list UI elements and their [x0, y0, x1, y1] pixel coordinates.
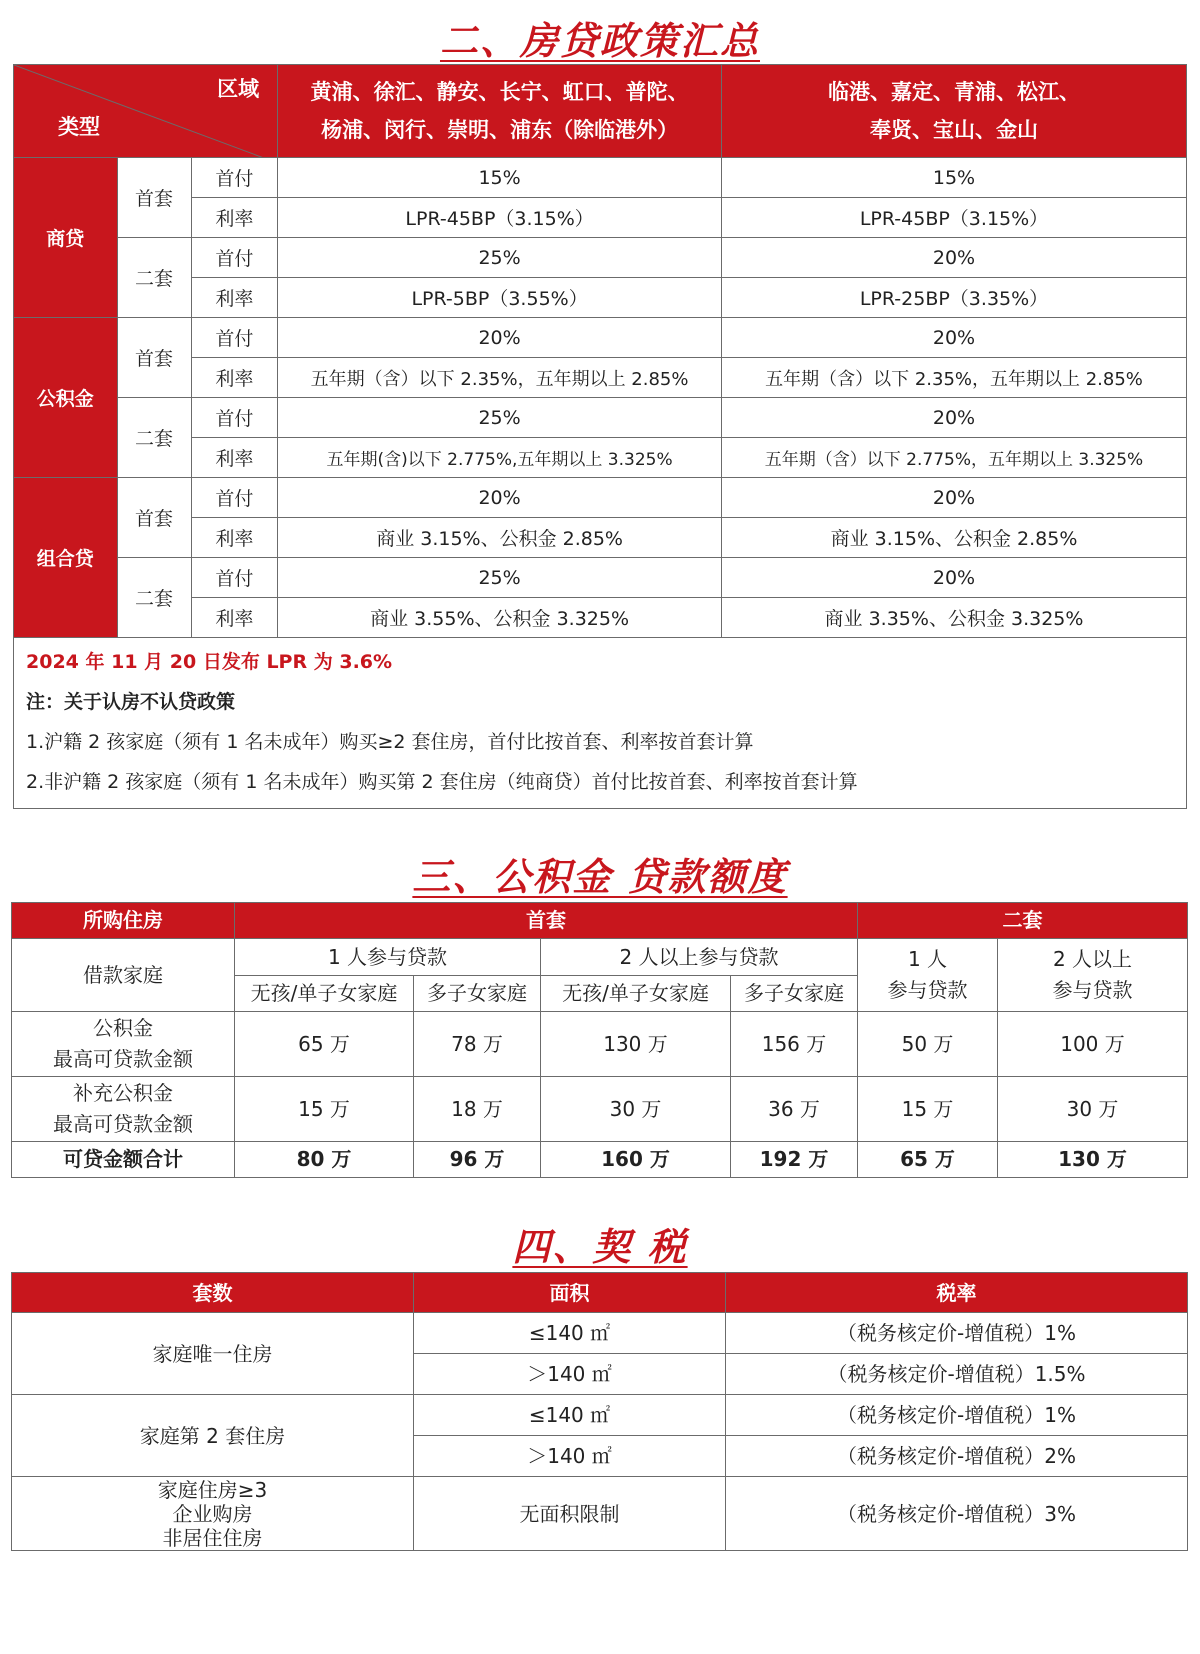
region2-value: 20% — [722, 398, 1187, 438]
header-second-home: 二套 — [858, 903, 1188, 939]
header-area: 面积 — [414, 1273, 726, 1313]
row-label: 首付 — [191, 318, 278, 358]
region2-line1: 临港、嘉定、青浦、松江、 — [828, 80, 1080, 104]
row-label: 首付 — [191, 558, 278, 598]
rate-cell: （税务核定价-增值税）1.5% — [726, 1354, 1188, 1395]
header-line: 参与贷款 — [1052, 978, 1133, 1002]
header-one-person: 1 人参与贷款 — [235, 939, 541, 976]
home-count-label — [12, 1477, 414, 1551]
note-title: 注：关于认房不认贷政策 — [26, 691, 236, 713]
total-cell: 96 万 — [414, 1142, 541, 1178]
header-diagonal-cell — [14, 65, 278, 158]
region1-header — [278, 65, 722, 158]
amount-cell: 65 万 — [235, 1012, 414, 1077]
area-cell: 无面积限制 — [414, 1477, 726, 1551]
table-row — [12, 1313, 1188, 1354]
header-line: 参与贷款 — [887, 978, 968, 1002]
amount-cell: 100 万 — [998, 1012, 1188, 1077]
region1-value: LPR-5BP（3.55%） — [278, 278, 722, 318]
header-multi-child: 多子女家庭 — [414, 976, 541, 1012]
total-cell: 192 万 — [731, 1142, 858, 1178]
region1-line1: 黄浦、徐汇、静安、长宁、虹口、普陀、 — [310, 80, 689, 104]
region2-value: 五年期（含）以下 2.35%，五年期以上 2.85% — [722, 358, 1187, 398]
region1-value: 25% — [278, 398, 722, 438]
total-cell: 160 万 — [541, 1142, 731, 1178]
section2-title: 二、房贷政策汇总 — [439, 19, 760, 63]
area-cell: ＞140 ㎡ — [414, 1436, 726, 1477]
header-house: 所购住房 — [12, 903, 235, 939]
total-cell: 130 万 — [998, 1142, 1188, 1178]
row-label: 利率 — [191, 358, 278, 398]
amount-cell: 15 万 — [235, 1077, 414, 1142]
region1-value: 25% — [278, 238, 722, 278]
header-no-child: 无孩/单子女家庭 — [235, 976, 414, 1012]
note-item: 1.沪籍 2 孩家庭（须有 1 名未成年）购买≥2 套住房，首付比按首套、利率按首套计算 — [26, 731, 754, 753]
region2-value: 20% — [722, 558, 1187, 598]
header-type-label: 类型 — [58, 115, 100, 139]
policy-notes — [14, 638, 1187, 809]
amount-cell: 36 万 — [731, 1077, 858, 1142]
area-cell: ≤140 ㎡ — [414, 1395, 726, 1436]
region2-value: 商业 3.35%、公积金 3.325% — [722, 598, 1187, 638]
region1-value: LPR-45BP（3.15%） — [278, 198, 722, 238]
header-rate: 税率 — [726, 1273, 1188, 1313]
row-label: 首付 — [191, 478, 278, 518]
row-label: 利率 — [191, 438, 278, 478]
label-line: 家庭住房≥3 — [157, 1477, 268, 1502]
region2-value: 20% — [722, 478, 1187, 518]
total-row — [12, 1142, 1188, 1178]
header-line: 1 人 — [907, 947, 948, 971]
row-label: 利率 — [191, 518, 278, 558]
table-row — [12, 1012, 1188, 1077]
header-second-two-persons — [998, 939, 1188, 1012]
row-label-line: 公积金 — [93, 1016, 153, 1040]
row-label: 利率 — [191, 278, 278, 318]
row-label: 利率 — [191, 198, 278, 238]
table-row — [14, 558, 1187, 598]
amount-cell: 156 万 — [731, 1012, 858, 1077]
lpr-note: 2024 年 11 月 20 日发布 LPR 为 3.6% — [26, 651, 393, 673]
region1-value: 15% — [278, 158, 722, 198]
table-row — [14, 398, 1187, 438]
amount-cell: 30 万 — [541, 1077, 731, 1142]
rate-cell: （税务核定价-增值税）2% — [726, 1436, 1188, 1477]
total-cell: 65 万 — [858, 1142, 998, 1178]
rate-cell: （税务核定价-增值税）1% — [726, 1313, 1188, 1354]
mortgage-policy-table — [13, 64, 1187, 809]
header-count: 套数 — [12, 1273, 414, 1313]
region1-value: 25% — [278, 558, 722, 598]
region2-value: 15% — [722, 158, 1187, 198]
home-order-label: 首套 — [117, 158, 191, 238]
row-label: 首付 — [191, 158, 278, 198]
section4-title: 四、契 税 — [512, 1225, 688, 1269]
region2-value: LPR-45BP（3.15%） — [722, 198, 1187, 238]
header-multi-child: 多子女家庭 — [731, 976, 858, 1012]
header-first-home: 首套 — [235, 903, 858, 939]
amount-cell: 30 万 — [998, 1077, 1188, 1142]
total-cell: 80 万 — [235, 1142, 414, 1178]
table-row — [14, 158, 1187, 198]
label-line: 非居住住房 — [162, 1525, 263, 1550]
header-two-persons: 2 人以上参与贷款 — [541, 939, 858, 976]
rate-cell: （税务核定价-增值税）1% — [726, 1395, 1188, 1436]
provident-fund-limit-table — [11, 902, 1188, 1178]
area-cell: ＞140 ㎡ — [414, 1354, 726, 1395]
region1-value: 五年期(含)以下 2.775%,五年期以上 3.325% — [278, 438, 722, 478]
row-label: 首付 — [191, 398, 278, 438]
label-line: 企业购房 — [172, 1501, 253, 1526]
region2-line2: 奉贤、宝山、金山 — [870, 118, 1038, 142]
region1-line2: 杨浦、闵行、崇明、浦东（除临港外） — [321, 118, 679, 142]
row-label-line: 最高可贷款金额 — [53, 1112, 193, 1136]
table-row — [14, 478, 1187, 518]
header-family: 借款家庭 — [12, 939, 235, 1012]
region1-value: 20% — [278, 318, 722, 358]
row-label — [12, 1012, 235, 1077]
region1-value: 商业 3.55%、公积金 3.325% — [278, 598, 722, 638]
amount-cell: 50 万 — [858, 1012, 998, 1077]
home-count-label: 家庭唯一住房 — [12, 1313, 414, 1395]
amount-cell: 18 万 — [414, 1077, 541, 1142]
region2-value: 商业 3.15%、公积金 2.85% — [722, 518, 1187, 558]
header-no-child: 无孩/单子女家庭 — [541, 976, 731, 1012]
table-row — [14, 238, 1187, 278]
home-order-label: 首套 — [117, 478, 191, 558]
header-area-label: 区域 — [217, 77, 260, 101]
home-count-label: 家庭第 2 套住房 — [12, 1395, 414, 1477]
region1-value: 20% — [278, 478, 722, 518]
amount-cell: 130 万 — [541, 1012, 731, 1077]
region1-value: 五年期（含）以下 2.35%，五年期以上 2.85% — [278, 358, 722, 398]
region2-value: 20% — [722, 238, 1187, 278]
loan-type-label: 商贷 — [14, 158, 118, 318]
amount-cell: 15 万 — [858, 1077, 998, 1142]
amount-cell: 78 万 — [414, 1012, 541, 1077]
table-row — [12, 1477, 1188, 1551]
loan-type-label: 组合贷 — [14, 478, 118, 638]
row-label: 首付 — [191, 238, 278, 278]
row-label — [12, 1077, 235, 1142]
deed-tax-table — [11, 1272, 1188, 1551]
region2-value: 20% — [722, 318, 1187, 358]
row-label-line: 补充公积金 — [73, 1081, 173, 1105]
home-order-label: 二套 — [117, 558, 191, 638]
note-item: 2.非沪籍 2 孩家庭（须有 1 名未成年）购买第 2 套住房（纯商贷）首付比按首套、利率按首套计算 — [26, 771, 858, 793]
table-row — [12, 1077, 1188, 1142]
loan-type-label: 公积金 — [14, 318, 118, 478]
row-label: 利率 — [191, 598, 278, 638]
header-second-one-person — [858, 939, 998, 1012]
area-cell: ≤140 ㎡ — [414, 1313, 726, 1354]
rate-cell: （税务核定价-增值税）3% — [726, 1477, 1188, 1551]
home-order-label: 首套 — [117, 318, 191, 398]
region2-value: 五年期（含）以下 2.775%，五年期以上 3.325% — [722, 438, 1187, 478]
table-row — [14, 318, 1187, 358]
region1-value: 商业 3.15%、公积金 2.85% — [278, 518, 722, 558]
table-row — [12, 1395, 1188, 1436]
home-order-label: 二套 — [117, 238, 191, 318]
region2-header — [722, 65, 1187, 158]
section3-title: 三、公积金 贷款额度 — [412, 855, 788, 899]
region2-value: LPR-25BP（3.35%） — [722, 278, 1187, 318]
home-order-label: 二套 — [117, 398, 191, 478]
row-label-line: 最高可贷款金额 — [53, 1047, 193, 1071]
total-label: 可贷金额合计 — [12, 1142, 235, 1178]
header-line: 2 人以上 — [1052, 947, 1133, 971]
